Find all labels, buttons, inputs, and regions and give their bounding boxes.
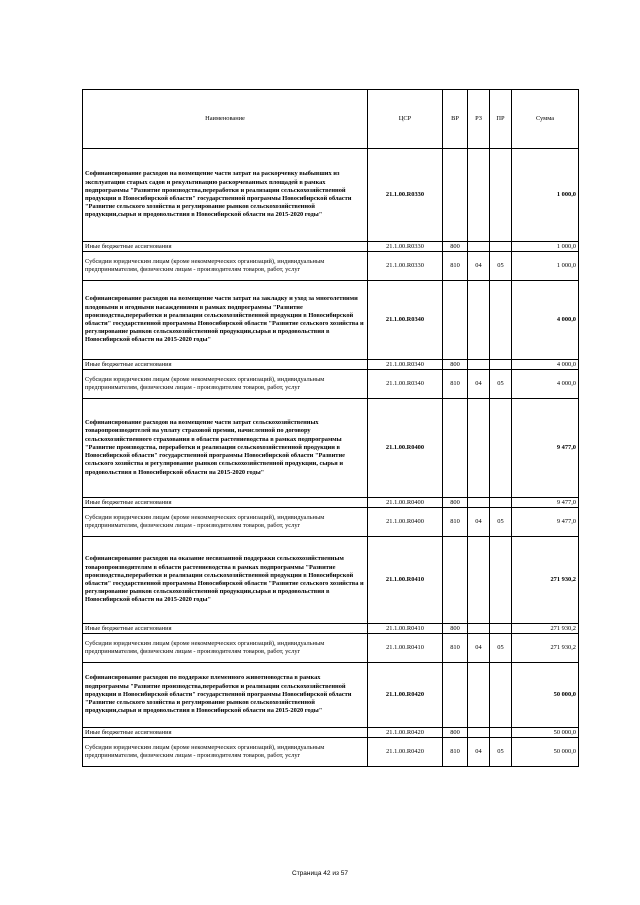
table-row bbox=[83, 498, 579, 508]
cell-name: Иные бюджетные ассигнования bbox=[83, 624, 368, 634]
cell-sum: 1 000,0 bbox=[512, 242, 579, 252]
cell-rz bbox=[468, 399, 490, 498]
cell-csr: 21.1.00.R0420 bbox=[368, 738, 443, 767]
cell-csr: 21.1.00.R0400 bbox=[368, 508, 443, 537]
header-csr: ЦСР bbox=[368, 90, 443, 149]
cell-pr: 05 bbox=[490, 634, 512, 663]
cell-sum: 271 930,2 bbox=[512, 634, 579, 663]
cell-rz bbox=[468, 281, 490, 360]
cell-name: Иные бюджетные ассигнования bbox=[83, 360, 368, 370]
cell-sum: 271 930,2 bbox=[512, 624, 579, 634]
cell-sum: 9 477,0 bbox=[512, 508, 579, 537]
cell-vr bbox=[443, 399, 468, 498]
cell-sum: 9 477,0 bbox=[512, 399, 579, 498]
cell-vr: 800 bbox=[443, 498, 468, 508]
cell-vr: 810 bbox=[443, 252, 468, 281]
cell-pr bbox=[490, 663, 512, 728]
cell-name: Софинансирование расходов на возмещение части затрат на раскорчевку выбывших из эксплуатации старых садов и рекультивацию раскорчеванных площадей в рамках подпрограммы "Развитие производства,переработки и реализации сельскохозяйственной продукции в Новосибирской области" государственной программы Новосибирской области "Развитие сельского хозяйства и регулирование рынков сельскохозяйственной продукции,сырья и продовольствия в Новосибирской области на 2015-2020 годы" bbox=[83, 149, 368, 242]
header-vr: ВР bbox=[443, 90, 468, 149]
table-row bbox=[83, 508, 579, 537]
cell-rz bbox=[468, 149, 490, 242]
cell-rz bbox=[468, 498, 490, 508]
cell-csr: 21.1.00.R0340 bbox=[368, 281, 443, 360]
cell-rz bbox=[468, 663, 490, 728]
cell-csr: 21.1.00.R0420 bbox=[368, 728, 443, 738]
header-pr: ПР bbox=[490, 90, 512, 149]
cell-rz: 04 bbox=[468, 634, 490, 663]
cell-name: Субсидии юридическим лицам (кроме некоммерческих организаций), индивидуальным предпринимателям, физическим лицам - производителям товаров, работ, услуг bbox=[83, 252, 368, 281]
cell-sum: 50 000,0 bbox=[512, 738, 579, 767]
table-row bbox=[83, 281, 579, 360]
cell-vr bbox=[443, 281, 468, 360]
header-rz: РЗ bbox=[468, 90, 490, 149]
cell-rz: 04 bbox=[468, 252, 490, 281]
cell-rz bbox=[468, 624, 490, 634]
cell-rz bbox=[468, 728, 490, 738]
cell-sum: 50 000,0 bbox=[512, 663, 579, 728]
cell-rz: 04 bbox=[468, 738, 490, 767]
table-row bbox=[83, 634, 579, 663]
cell-vr bbox=[443, 663, 468, 728]
cell-rz bbox=[468, 360, 490, 370]
cell-vr: 810 bbox=[443, 508, 468, 537]
cell-pr bbox=[490, 498, 512, 508]
cell-vr bbox=[443, 537, 468, 624]
cell-vr bbox=[443, 149, 468, 242]
cell-pr bbox=[490, 242, 512, 252]
cell-pr bbox=[490, 281, 512, 360]
cell-sum: 4 000,0 bbox=[512, 370, 579, 399]
cell-csr: 21.1.00.R0400 bbox=[368, 498, 443, 508]
table-row bbox=[83, 370, 579, 399]
cell-pr: 05 bbox=[490, 252, 512, 281]
table-row bbox=[83, 252, 579, 281]
table-row bbox=[83, 624, 579, 634]
cell-csr: 21.1.00.R0340 bbox=[368, 360, 443, 370]
cell-pr bbox=[490, 360, 512, 370]
cell-vr: 800 bbox=[443, 242, 468, 252]
cell-vr: 810 bbox=[443, 634, 468, 663]
cell-csr: 21.1.00.R0330 bbox=[368, 252, 443, 281]
cell-name: Иные бюджетные ассигнования bbox=[83, 728, 368, 738]
table-row bbox=[83, 149, 579, 242]
cell-pr bbox=[490, 537, 512, 624]
cell-vr: 810 bbox=[443, 738, 468, 767]
cell-sum: 4 000,0 bbox=[512, 281, 579, 360]
cell-pr: 05 bbox=[490, 508, 512, 537]
cell-csr: 21.1.00.R0400 bbox=[368, 399, 443, 498]
budget-table bbox=[82, 89, 579, 767]
cell-name: Софинансирование расходов на оказание несвязанной поддержки сельскохозяйственным товаропроизводителям в области растениеводства в рамках подпрограммы "Развитие производства,переработки и реализации сельскохозяйственной продукции в Новосибирской области" государственной программы Новосибирской области "Развитие сельского хозяйства и регулирование рынков сельскохозяйственной продукции,сырья и продовольствия в Новосибирской области на 2015-2020 годы" bbox=[83, 537, 368, 624]
table-row bbox=[83, 399, 579, 498]
cell-pr bbox=[490, 728, 512, 738]
table-header-row bbox=[83, 90, 579, 149]
cell-sum: 1 000,0 bbox=[512, 252, 579, 281]
cell-sum: 4 000,0 bbox=[512, 360, 579, 370]
cell-name: Иные бюджетные ассигнования bbox=[83, 498, 368, 508]
cell-pr bbox=[490, 149, 512, 242]
cell-pr: 05 bbox=[490, 738, 512, 767]
page-footer: Страница 42 из 57 bbox=[292, 870, 348, 877]
cell-sum: 271 930,2 bbox=[512, 537, 579, 624]
cell-rz: 04 bbox=[468, 508, 490, 537]
header-name: Наименование bbox=[83, 90, 368, 149]
cell-name: Субсидии юридическим лицам (кроме некоммерческих организаций), индивидуальным предпринимателям, физическим лицам - производителям товаров, работ, услуг bbox=[83, 508, 368, 537]
cell-csr: 21.1.00.R0340 bbox=[368, 370, 443, 399]
cell-name: Субсидии юридическим лицам (кроме некоммерческих организаций), индивидуальным предпринимателям, физическим лицам - производителям товаров, работ, услуг bbox=[83, 634, 368, 663]
cell-csr: 21.1.00.R0410 bbox=[368, 537, 443, 624]
table-body bbox=[83, 90, 579, 767]
cell-name: Субсидии юридическим лицам (кроме некоммерческих организаций), индивидуальным предпринимателям, физическим лицам - производителям товаров, работ, услуг bbox=[83, 738, 368, 767]
table-row bbox=[83, 728, 579, 738]
cell-name: Иные бюджетные ассигнования bbox=[83, 242, 368, 252]
cell-name: Софинансирование расходов на возмещение части затрат сельскохозяйственных товаропроизводителей на уплату страховой премии, начисленной по договору сельскохозяйственного страхования в области растениеводства в рамках подпрограммы "Развитие производства, переработки и реализации сельскохозяйственной продукции в Новосибирской области" государственной программы Новосибирской области "Развитие сельского хозяйства и регулирование рынков сельскохозяйственной продукции, сырья и продовольствия в Новосибирской области на 2015-2020 годы" bbox=[83, 399, 368, 498]
table-row bbox=[83, 537, 579, 624]
cell-csr: 21.1.00.R0420 bbox=[368, 663, 443, 728]
header-sum: Сумма bbox=[512, 90, 579, 149]
table-row bbox=[83, 360, 579, 370]
cell-name: Софинансирование расходов по поддержке племенного животноводства в рамках подпрограммы "Развитие производства,переработки и реализации сельскохозяйственной продукции в Новосибирской области" государственной программы Новосибирской области "Развитие сельского хозяйства и регулирование рынков сельскохозяйственной продукции,сырья и продовольствия в Новосибирской области на 2015-2020 годы" bbox=[83, 663, 368, 728]
cell-vr: 800 bbox=[443, 728, 468, 738]
cell-pr bbox=[490, 399, 512, 498]
cell-csr: 21.1.00.R0330 bbox=[368, 242, 443, 252]
cell-rz: 04 bbox=[468, 370, 490, 399]
cell-pr bbox=[490, 624, 512, 634]
table-row bbox=[83, 242, 579, 252]
cell-csr: 21.1.00.R0410 bbox=[368, 634, 443, 663]
cell-csr: 21.1.00.R0410 bbox=[368, 624, 443, 634]
cell-sum: 50 000,0 bbox=[512, 728, 579, 738]
cell-rz bbox=[468, 242, 490, 252]
table-row bbox=[83, 663, 579, 728]
cell-vr: 810 bbox=[443, 370, 468, 399]
cell-name: Софинансирование расходов на возмещение части затрат на закладку и уход за многолетними плодовыми и ягодными насаждениями в рамках подпрограммы "Развитие производства,переработки и реализации сельскохозяйственной продукции в Новосибирской области" государственной программы Новосибирской области "Развитие сельского хозяйства и регулирование рынков сельскохозяйственной продукции,сырья и продовольствия в Новосибирской области на 2015-2020 годы" bbox=[83, 281, 368, 360]
cell-rz bbox=[468, 537, 490, 624]
cell-name: Субсидии юридическим лицам (кроме некоммерческих организаций), индивидуальным предпринимателям, физическим лицам - производителям товаров, работ, услуг bbox=[83, 370, 368, 399]
cell-pr: 05 bbox=[490, 370, 512, 399]
cell-vr: 800 bbox=[443, 624, 468, 634]
cell-csr: 21.1.00.R0330 bbox=[368, 149, 443, 242]
table-row bbox=[83, 738, 579, 767]
cell-sum: 1 000,0 bbox=[512, 149, 579, 242]
cell-vr: 800 bbox=[443, 360, 468, 370]
cell-sum: 9 477,0 bbox=[512, 498, 579, 508]
